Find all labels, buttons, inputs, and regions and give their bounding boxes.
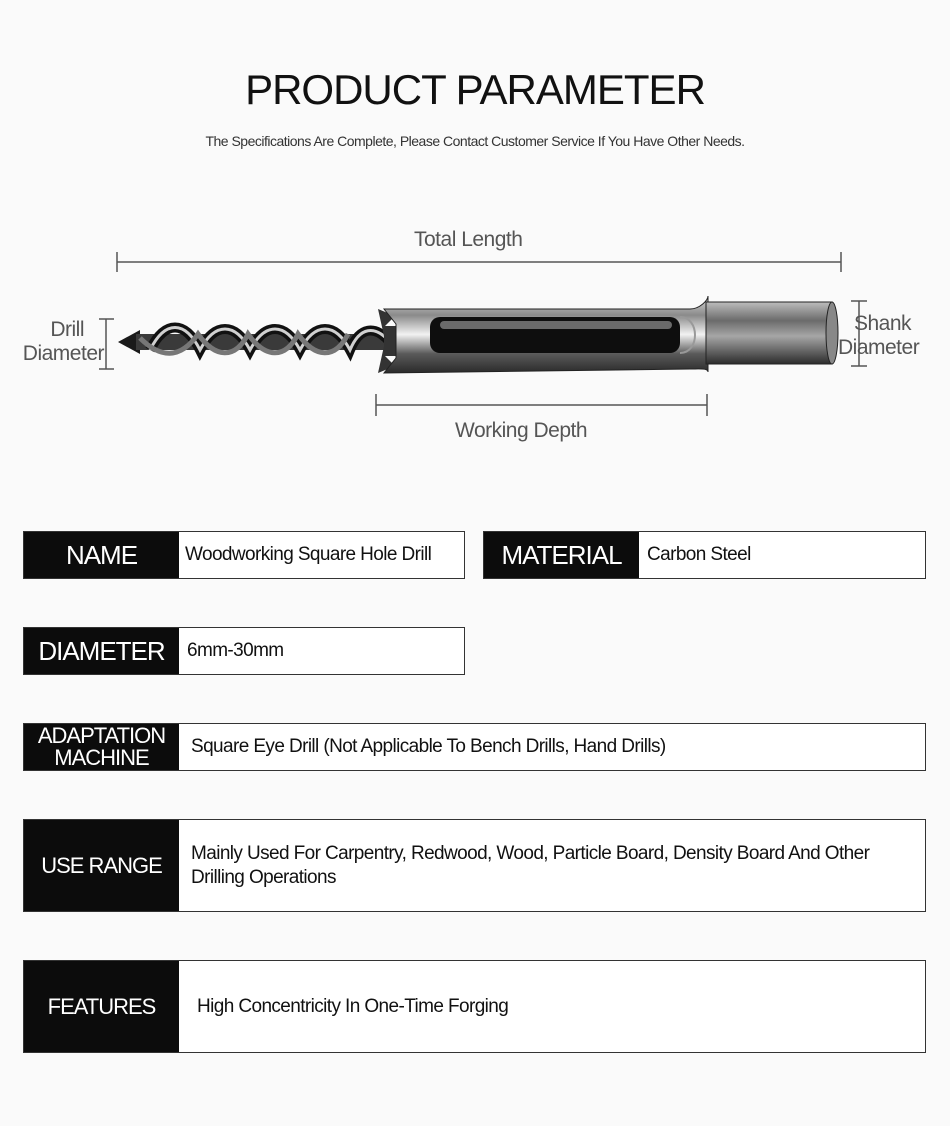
spec-value-adaptation-machine: Square Eye Drill (Not Applicable To Bench Drills, Hand Drills) — [191, 736, 666, 757]
spec-row-material — [483, 531, 926, 579]
spec-value-material: Carbon Steel — [647, 544, 751, 565]
page-title: PRODUCT PARAMETER — [245, 66, 705, 113]
auger-spiral — [118, 328, 388, 355]
total-length-label: Total Length — [414, 228, 523, 251]
working-depth-label: Working Depth — [455, 419, 588, 442]
spec-label-adaptation-machine — [24, 724, 179, 770]
page-subtitle: The Specifications Are Complete, Please Contact Customer Service If You Have Other Needs. — [205, 133, 745, 149]
spec-row-adaptation-machine — [23, 723, 926, 771]
shank-diameter-label-line1: Shank — [854, 312, 912, 335]
spec-row-use-range — [23, 819, 926, 912]
total-length-dimension — [117, 252, 841, 272]
spec-row-diameter — [23, 627, 465, 675]
spec-value-use-range: Mainly Used For Carpentry, Redwood, Wood, Particle Board, Density Board And Other Drilling Operations — [191, 842, 870, 888]
drill-diameter-label-line2: Diameter — [22, 342, 104, 365]
spec-label-diameter: DIAMETER — [24, 628, 179, 674]
spec-row-name — [23, 531, 465, 579]
spec-value-name: Woodworking Square Hole Drill — [185, 544, 432, 565]
chisel-body — [378, 296, 708, 373]
spec-label-features: FEATURES — [24, 961, 179, 1052]
shank — [706, 302, 838, 364]
working-depth-dimension — [376, 394, 707, 416]
drill-diameter-label-line1: Drill — [50, 318, 84, 341]
spec-label-adaptation-line2: MACHINE — [54, 745, 149, 770]
drill-diameter-label — [8, 318, 104, 366]
spec-value-features: High Concentricity In One-Time Forging — [197, 995, 509, 1017]
drill-diagram — [0, 0, 950, 470]
spec-label-adaptation-line1: ADAPTATION — [37, 723, 166, 748]
shank-diameter-label-line2: Diameter — [838, 336, 920, 359]
spec-value-diameter: 6mm-30mm — [187, 640, 284, 661]
spec-label-name: NAME — [24, 532, 179, 578]
spec-row-features — [23, 960, 926, 1053]
shank-diameter-label — [838, 312, 948, 360]
spec-label-use-range: USE RANGE — [24, 820, 179, 911]
spec-label-material: MATERIAL — [484, 532, 639, 578]
